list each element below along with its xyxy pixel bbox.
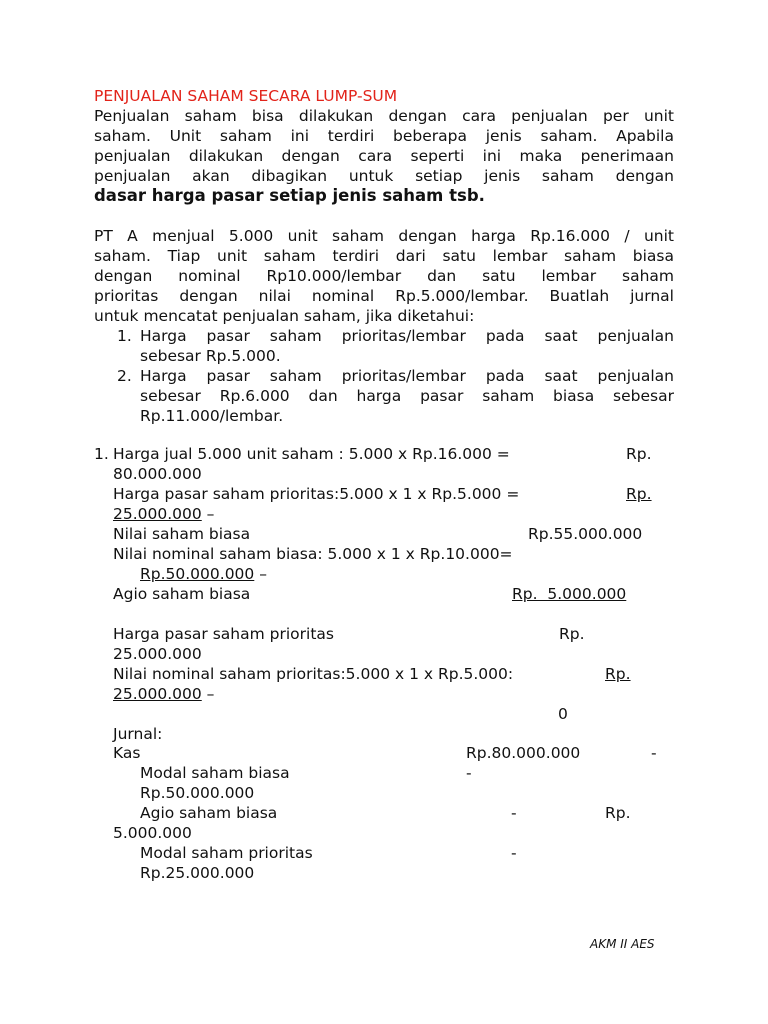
modal-prioritas-dash: - (511, 844, 517, 862)
list-item-line: Harga pasar saham prioritas/lembar pada saat penjualan (140, 327, 674, 345)
intro-line: penjualan dilakukan dengan cara seperti ini maka penerimaan (94, 147, 674, 165)
nominal-biasa-value: Rp.50.000.000 (140, 565, 255, 583)
agio-jurnal-label: Agio saham biasa (140, 804, 278, 822)
pasar-prioritas-rp: Rp. (626, 485, 652, 503)
problem-line: PT A menjual 5.000 unit saham dengan harga Rp.16.000 / unit (94, 227, 674, 245)
modal-biasa-value: Rp.50.000.000 (140, 784, 255, 802)
pasar-prioritas-text: Harga pasar saham prioritas:5.000 x 1 x Rp.5.000 = (113, 485, 520, 503)
list-item-line: sebesar Rp.6.000 dan harga pasar saham biasa sebesar (140, 387, 674, 405)
minus-sign: – (201, 505, 215, 523)
problem-line: dengan nominal Rp10.000/lembar dan satu lembar saham (94, 267, 674, 285)
intro-line: saham. Unit saham ini terdiri beberapa jenis saham. Apabila (94, 127, 674, 145)
hp-prioritas-rp: Rp. (559, 625, 585, 643)
kas-dash: - (651, 744, 657, 762)
list-item-line: sebesar Rp.5.000. (140, 347, 281, 365)
problem-line: saham. Tiap unit saham terdiri dari satu lembar saham biasa (94, 247, 674, 265)
minus-sign: – (254, 565, 267, 583)
intro-line: penjualan akan dibagikan untuk setiap jenis saham dengan (94, 167, 674, 185)
kas-label: Kas (113, 744, 141, 762)
nilai-saham-biasa-value: Rp.55.000.000 (528, 525, 643, 543)
harga-jual-text: Harga jual 5.000 unit saham : 5.000 x Rp.16.000 = (113, 445, 510, 463)
agio-jurnal-dash: - (511, 804, 517, 822)
modal-biasa-label: Modal saham biasa (140, 764, 290, 782)
nominal-prioritas-value: 25.000.000 (113, 685, 202, 703)
difference-zero: 0 (558, 705, 568, 723)
intro-paragraph (94, 106, 674, 206)
nominal-prioritas-text: Nilai nominal saham prioritas:5.000 x 1 x Rp.5.000: (113, 665, 514, 683)
intro-bold-line: dasar harga pasar setiap jenis saham tsb. (94, 186, 485, 205)
agio-jurnal-value: 5.000.000 (113, 824, 192, 842)
document-title: PENJUALAN SAHAM SECARA LUMP-SUM (94, 87, 398, 105)
nominal-prioritas-value-row (113, 684, 214, 704)
nominal-prioritas-rp: Rp. (605, 665, 631, 683)
problem-line: untuk mencatat penjualan saham, jika diketahui: (94, 307, 475, 325)
list-number: 1. (117, 327, 132, 345)
nominal-biasa-text: Nilai nominal saham biasa: 5.000 x 1 x Rp.10.000= (113, 545, 513, 563)
agio-jurnal-rp: Rp. (605, 804, 631, 822)
list-item-line: Harga pasar saham prioritas/lembar pada saat penjualan (140, 367, 674, 385)
pasar-prioritas-value-row (113, 504, 214, 524)
nominal-biasa-value-row (140, 564, 267, 584)
pasar-prioritas-value: 25.000.000 (113, 505, 202, 523)
modal-prioritas-value: Rp.25.000.000 (140, 864, 255, 882)
jurnal-label: Jurnal: (113, 725, 163, 743)
modal-biasa-dash: - (466, 764, 472, 782)
agio-biasa-value: Rp. 5.000.000 (512, 585, 627, 603)
list-number: 2. (117, 367, 132, 385)
list-item (140, 326, 674, 366)
solution-number: 1. (94, 445, 109, 463)
harga-jual-rp: Rp. (626, 445, 652, 463)
hp-prioritas-label: Harga pasar saham prioritas (113, 625, 334, 643)
modal-prioritas-label: Modal saham prioritas (140, 844, 313, 862)
nilai-saham-biasa-label: Nilai saham biasa (113, 525, 251, 543)
problem-line: prioritas dengan nilai nominal Rp.5.000/lembar. Buatlah jurnal (94, 287, 674, 305)
hp-prioritas-value: 25.000.000 (113, 645, 202, 663)
page-footer: AKM II AES (590, 937, 655, 951)
kas-value: Rp.80.000.000 (466, 744, 581, 762)
intro-line: Penjualan saham bisa dilakukan dengan cara penjualan per unit (94, 107, 674, 125)
agio-biasa-label: Agio saham biasa (113, 585, 251, 603)
list-item-line: Rp.11.000/lembar. (140, 407, 284, 425)
minus-sign: – (201, 685, 215, 703)
harga-jual-value: 80.000.000 (113, 465, 202, 483)
problem-paragraph (94, 226, 674, 326)
list-item (140, 366, 674, 426)
